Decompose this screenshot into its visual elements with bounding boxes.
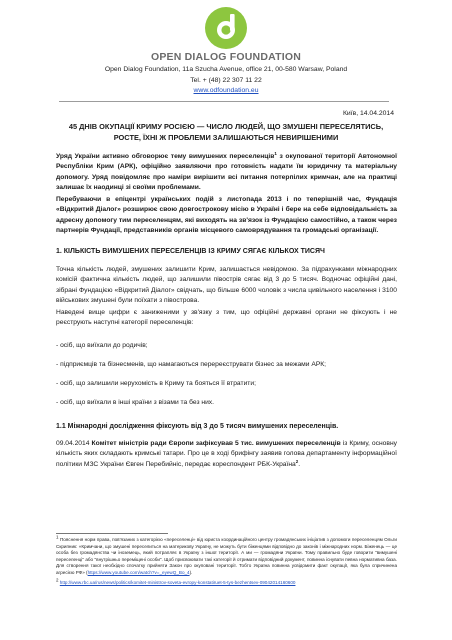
mission-paragraph: Перебуваючи в епіцентрі українських подій з листопада 2013 і по теперішній час, Фундація «Відкритий Діалог» розширює свою довгострокову місію в Україні і бере на себе відповідальність за адресну допомогу тим переселенцям, які виходять на зв'язок із Фундацією самостійно, а також через партнерів Фундації, представників органів місцевого самоврядування та громадські організації. <box>56 196 397 234</box>
open-dialog-logo-icon <box>204 6 248 50</box>
footnote-1 <box>56 534 397 577</box>
p5-text: із Криму, основну кількість яких складають кримські татари. Про це в ході брифінгу заявив голова департаменту інформаційної політики МЗС України Євген Перебийніс, передає кореспондент РБК-Україна <box>56 440 397 468</box>
p5-bold: Комітет міністрів ради Європи зафіксував 5 тис. вимушених переселенців <box>91 440 341 447</box>
list-item: - осіб, що виїхали в інші країни з візами та без них. <box>56 399 215 406</box>
footnote-ref-2[interactable]: 2 <box>295 458 299 464</box>
intro-text-cont: з окупованої території Автономної Республіки Крим (АРК), офіційно заявляючи про готовність надати їм юридичну та матеріальну допомогу. Уряд повідомляє про наміри вирішити всі питання потерпілих кримчан, але на практиці залишає їх наодинці зі своїми проблемами. <box>56 153 397 191</box>
footnote-divider <box>56 533 168 534</box>
section-heading-1-1: 1.1 Міжнародні дослідження фіксують від 3 до 5 тисяч вимушених переселенців. <box>56 423 339 430</box>
footnote-2-number: 2 <box>56 577 59 583</box>
footnote-ref-1[interactable]: 1 <box>274 150 277 156</box>
org-phone: Tel. + (48) 22 307 11 22 <box>190 76 262 84</box>
list-item: - осіб, що залишили нерухомість в Криму та бояться її втратити; <box>56 380 256 387</box>
org-name: OPEN DIALOG FOUNDATION <box>150 51 302 63</box>
document-title: 45 ДНІВ ОКУПАЦІЇ КРИМУ РОСІЄЮ — ЧИСЛО ЛЮДЕЙ, ЩО ЗМУШЕНІ ПЕРЕСЕЛЯТИСЬ, РОСТЕ, ЇХНІ Ж ПРОБЛЕМИ ЗАЛИШАЮТЬСЯ НЕВИРІШЕНИМИ <box>68 122 384 142</box>
footnote-1-end: ). <box>189 569 193 575</box>
list-item: - осіб, що виїхали до родичів; <box>56 342 148 349</box>
org-address: Open Dialog Foundation, 11a Szucha Avenue, office 21, 00-580 Warsaw, Poland <box>104 66 348 73</box>
intro-text: Уряд України активно обговорює тему вимушених переселенців <box>56 153 275 160</box>
footnote-1-text: Пояснення норм права, пов'язаних з категорією «переселенці» від юриста координаційного центру громадянських ініціатив з допомоги переселенцям Ольги Скрипник: «Кримчани, що змушені переселиться на материкову Україну, не можуть бути біженцями відповідно до законів і міжнародних норм. Біженець — це особа без громадянства чи іноземець, який потрапляє в Україну з іншої території. А ми — громадяни України. Тому правильно буде говорити "вимушені переселенці" або "внутрішньо переміщені особи". Щоб присвоювати такі категорії й отримати відповідний документ, повинна існувати певна нормативна база. Для створення такої необхідно спочатку прийняти Закон про окуповані території. Тобто Україна повинна усвідомити факт окупації, яка була спричинена агресією РФ» ( <box>56 537 397 575</box>
p5-date: 09.04.2014 <box>56 440 92 447</box>
org-website-link[interactable]: www.odfoundation.eu <box>193 86 259 94</box>
footnote-2 <box>56 577 397 587</box>
section-heading-1: 1. КІЛЬКІСТЬ ВИМУШЕНИХ ПЕРЕСЕЛЕНЦІВ ІЗ КРИМУ СЯГАЄ КІЛЬКОХ ТИСЯЧ <box>56 248 325 255</box>
footnote-1-link[interactable]: https://www.youtube.com/watch?v=_eyewQ_Bo_4 <box>87 569 190 575</box>
footnote-1-number: 1 <box>56 534 59 540</box>
list-item: - підприємців та бізнесменів, що намагаються перереєструвати бізнес за межами АРК; <box>56 361 327 368</box>
p5-end: . <box>298 460 301 468</box>
categories-intro-paragraph: Наведені вище цифри є заниженими у зв'язку з тим, що офіційні державні органи не фіксують і не реєструють наступні категорії переселенців: <box>56 309 397 327</box>
intro-paragraph <box>56 152 397 193</box>
footnote-2-link[interactable]: http://www.rbc.ua/rus/news/politics/komitet-ministrov-soveta-evropy-konstatiruet-5-tys-bezhentsev-09042014160600 <box>59 580 296 585</box>
council-europe-paragraph <box>56 439 397 470</box>
count-paragraph: Точна кількість людей, змушених залишити Крим, залишається невідомою. За підрахунками міжнародних комісій фактична кількість людей, що залишили півострів сягає від 3 до 5 тисяч. Водночас офіційні дані, зібрані Фундацією «Відкритий Діалог» свідчать, що більше 6000 чоловік з числа цивільного населення і 3100 військових змушені були поїхати з півострова. <box>56 266 397 304</box>
document-date: Київ, 14.04.2014 <box>342 110 394 117</box>
header-divider <box>59 101 389 102</box>
